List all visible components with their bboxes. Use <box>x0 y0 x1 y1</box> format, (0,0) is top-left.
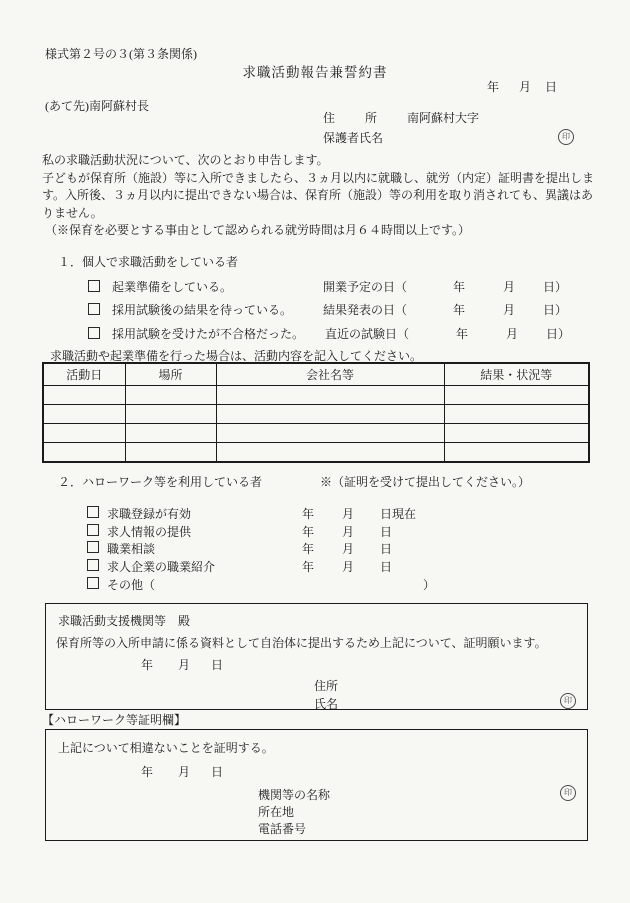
section2-item-label: 求人企業の職業紹介 <box>107 560 216 574</box>
section2-item-row <box>87 505 607 521</box>
header-date-month: 月 <box>519 80 532 94</box>
section2-item-row <box>87 576 607 592</box>
table-cell[interactable] <box>43 424 125 443</box>
section2-date-month: 月 <box>342 525 355 539</box>
checkbox-icon[interactable] <box>88 327 100 339</box>
section1-date-day: 日） <box>543 280 568 294</box>
section2-date-month: 月 <box>342 542 355 556</box>
request-to: 求職活動支援機関等 殿 <box>58 614 191 628</box>
section2-date-year: 年 <box>302 560 315 574</box>
table-row <box>43 443 589 463</box>
page-title: 求職活動報告兼誓約書 <box>242 65 388 80</box>
request-date-year: 年 <box>141 658 154 672</box>
checkbox-icon[interactable] <box>88 303 100 315</box>
address-value: 南阿蘇村大字 <box>407 111 480 125</box>
section1-date-label: 結果発表の日（ <box>323 303 408 317</box>
address-label-1: 住 <box>323 111 336 125</box>
section1-date-month: 月 <box>503 303 516 317</box>
request-date-day: 日 <box>211 658 224 672</box>
section2-date-day: 日 <box>380 560 393 574</box>
section1-item-row <box>88 325 608 341</box>
checkbox-icon[interactable] <box>87 524 99 536</box>
table-cell[interactable] <box>216 386 444 405</box>
seal-icon: 印 <box>558 129 574 145</box>
checkbox-icon[interactable] <box>87 506 99 518</box>
addressee: (あて先)南阿蘇村長 <box>45 99 149 113</box>
section2-date-day: 日 <box>380 525 393 539</box>
table-cell[interactable] <box>43 405 125 424</box>
request-date-month: 月 <box>178 658 191 672</box>
table-cell[interactable] <box>444 386 589 405</box>
section1-date-year: 年 <box>456 327 469 341</box>
table-header-company: 会社名等 <box>216 363 444 386</box>
certify-body: 上記について相違ないことを証明する。 <box>58 741 274 755</box>
checkbox-icon[interactable] <box>87 559 99 571</box>
table-cell[interactable] <box>125 405 216 424</box>
table-cell[interactable] <box>43 386 125 405</box>
header-date-year: 年 <box>487 80 500 94</box>
table-cell[interactable] <box>125 386 216 405</box>
section1-date-month: 月 <box>506 327 519 341</box>
certify-date-year: 年 <box>141 765 154 779</box>
section1-item-row <box>88 301 608 317</box>
request-name-label: 氏名 <box>314 697 339 711</box>
section1-date-label: 開業予定の日（ <box>323 280 408 294</box>
certify-date-day: 日 <box>211 765 224 779</box>
seal-icon: 印 <box>560 693 576 709</box>
section2-item-row <box>87 558 607 574</box>
hellowork-certify-box <box>45 729 588 841</box>
address-line <box>0 109 630 125</box>
section1-date-year: 年 <box>453 280 466 294</box>
request-address-label: 住所 <box>314 679 339 693</box>
certify-org-label: 機関等の名称 <box>258 788 331 802</box>
address-label-2: 所 <box>365 111 378 125</box>
section1-date-year: 年 <box>453 303 466 317</box>
section2-item-label: 求職登録が有効 <box>107 507 192 521</box>
activity-table-note: 求職活動や起業準備を行った場合は、活動内容を記入してください。 <box>50 349 423 363</box>
checkbox-icon[interactable] <box>87 541 99 553</box>
section2-date-month: 月 <box>342 560 355 574</box>
section2-date-day: 日 <box>380 542 393 556</box>
table-row <box>43 405 589 424</box>
section1-date-month: 月 <box>503 280 516 294</box>
section1-heading: １．個人で求職活動をしている者 <box>58 255 239 269</box>
table-cell[interactable] <box>444 405 589 424</box>
table-header-place: 場所 <box>125 363 216 386</box>
section1-item-label: 採用試験後の結果を待っている。 <box>112 303 293 317</box>
section2-heading-line <box>0 473 630 489</box>
table-row <box>43 424 589 443</box>
section1-date-day: 日） <box>546 327 571 341</box>
guardian-name-label: 保護者氏名 <box>323 131 384 145</box>
certify-location-label: 所在地 <box>258 805 295 819</box>
section2-date-year: 年 <box>302 542 315 556</box>
section1-item-label: 起業準備をしている。 <box>112 280 233 294</box>
section2-date-month: 月 <box>342 507 355 521</box>
section2-date-year: 年 <box>302 525 315 539</box>
table-header-activity-date: 活動日 <box>43 363 125 386</box>
intro-pledge: 子どもが保育所（施設）等に入所できましたら、３ヵ月以内に就職し、就労（内定）証明書を提出します。入所後、３ヵ月以内に提出できない場合は、保育所（施設）等の利用を取り消されても、異議はありません。 <box>42 170 595 220</box>
section1-item-row <box>88 278 608 294</box>
section2-other-close-paren: ） <box>423 578 436 592</box>
table-cell[interactable] <box>43 443 125 463</box>
table-cell[interactable] <box>125 424 216 443</box>
intro-declaration: 私の求職活動状況について、次のとおり申告します。 <box>42 153 329 167</box>
activity-table <box>42 362 590 463</box>
intro-note: （※保育を必要とする事由として認められる就労時間は月６４時間以上です。） <box>45 223 471 237</box>
table-cell[interactable] <box>216 443 444 463</box>
header-date-day: 日 <box>545 80 558 94</box>
checkbox-icon[interactable] <box>88 280 100 292</box>
request-body: 保育所等の入所申請に係る資料として自治体に提出するため上記について、証明願います。 <box>56 636 547 650</box>
section2-item-label: その他（ <box>107 578 156 592</box>
certification-request-box <box>45 603 588 710</box>
form-number: 様式第２号の３(第３条関係) <box>45 47 197 61</box>
table-cell[interactable] <box>444 424 589 443</box>
certify-section-label: 【ハローワーク等証明欄】 <box>42 713 187 727</box>
seal-icon: 印 <box>560 785 576 801</box>
table-cell[interactable] <box>444 443 589 463</box>
certify-date-month: 月 <box>178 765 191 779</box>
table-cell[interactable] <box>125 443 216 463</box>
section2-item-row <box>87 540 607 556</box>
section2-date-year: 年 <box>302 507 315 521</box>
header-date-line <box>0 78 630 94</box>
table-cell[interactable] <box>216 405 444 424</box>
section1-item-label: 採用試験を受けたが不合格だった。 <box>112 327 305 341</box>
section2-item-label: 求人情報の提供 <box>107 525 192 539</box>
section2-date-day: 日現在 <box>380 507 417 521</box>
section1-date-day: 日） <box>543 303 568 317</box>
certify-phone-label: 電話番号 <box>258 822 307 836</box>
checkbox-icon[interactable] <box>87 577 99 589</box>
section2-note: ※（証明を受けて提出してください。） <box>320 475 531 489</box>
intro-paragraph <box>42 152 594 240</box>
section2-heading: ２．ハローワーク等を利用している者 <box>58 475 263 489</box>
table-row <box>43 386 589 405</box>
table-cell[interactable] <box>216 424 444 443</box>
section1-date-label: 直近の試験日（ <box>325 327 410 341</box>
section2-item-label: 職業相談 <box>107 542 156 556</box>
activity-table-header-row <box>43 363 589 386</box>
guardian-line <box>0 129 630 145</box>
table-header-result: 結果・状況等 <box>444 363 589 386</box>
section2-item-row <box>87 523 607 539</box>
